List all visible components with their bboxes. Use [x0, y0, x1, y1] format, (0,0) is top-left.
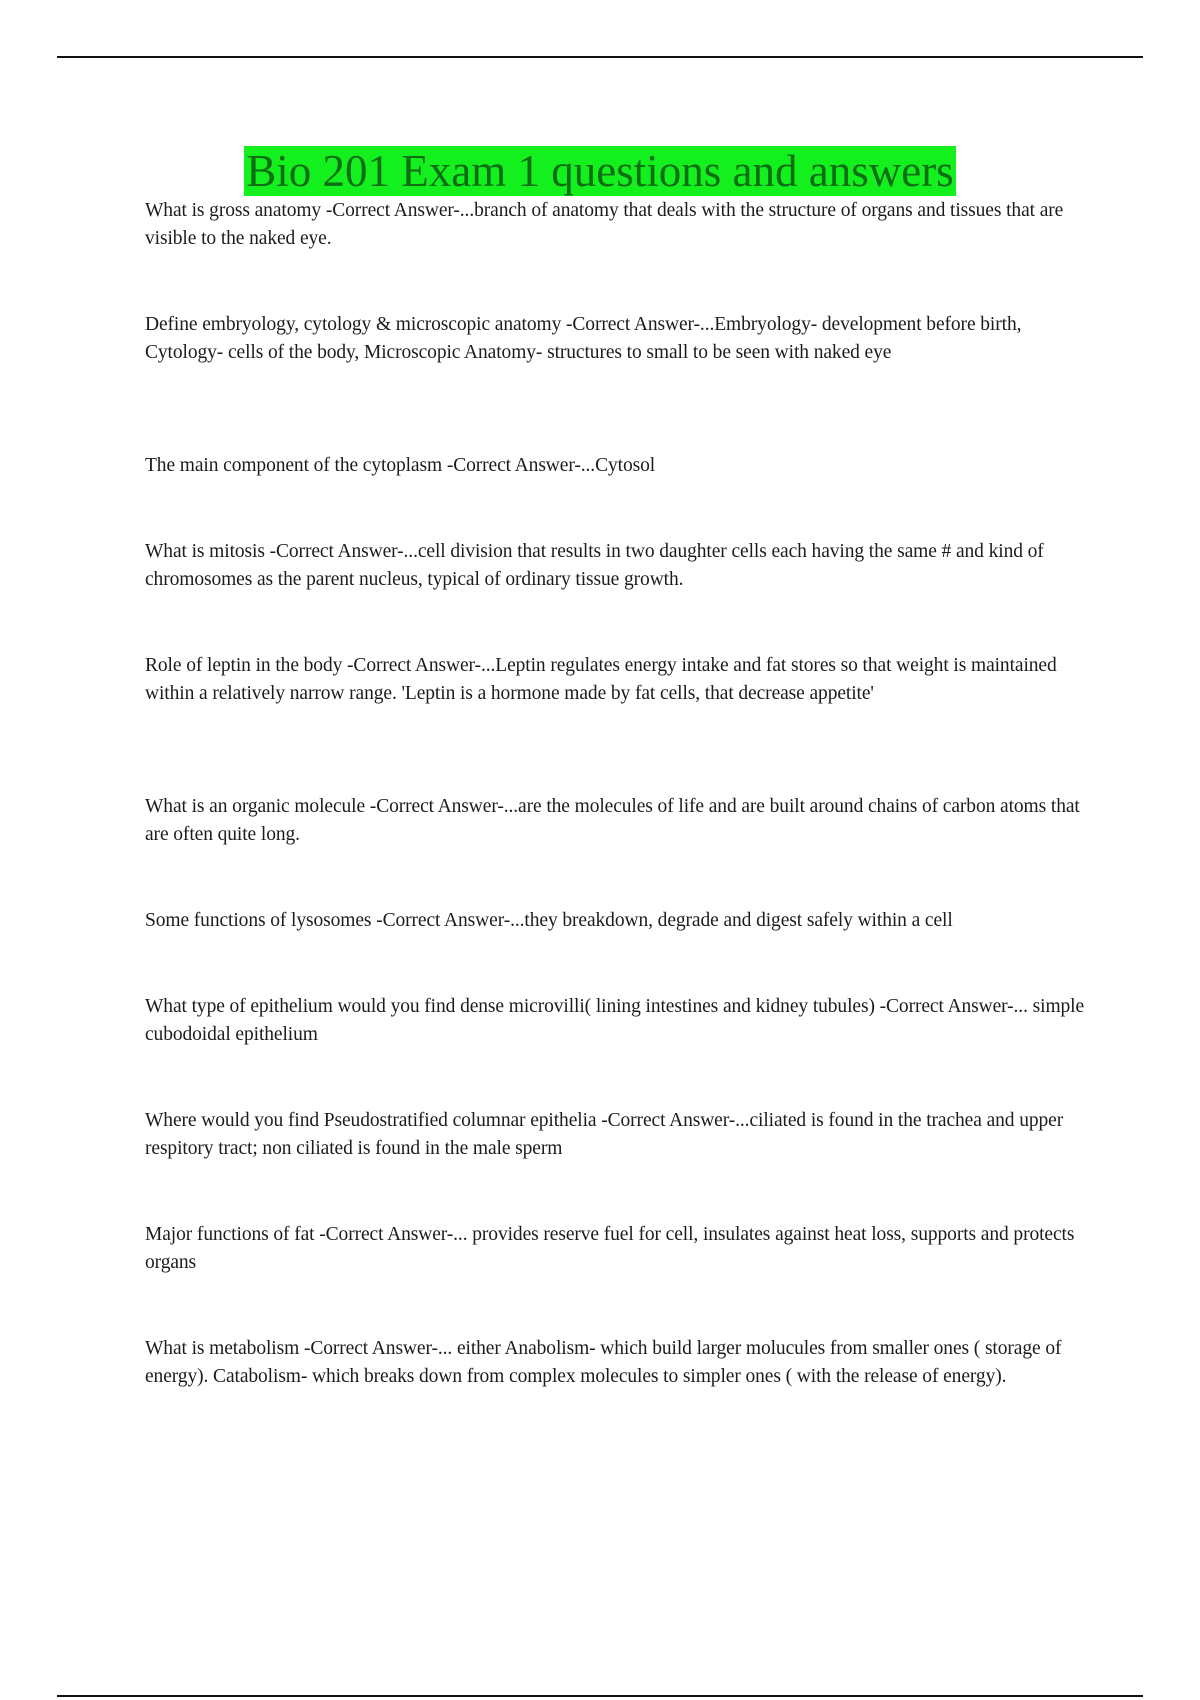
qa-item: What is metabolism -Correct Answer-... either Anabolism- which build larger molucules from smaller ones ( storage of energy). Catabolism- which breaks down from complex molecules to simpler ones ( with the release of energy). [145, 1338, 1062, 1387]
qa-item: The main component of the cytoplasm -Correct Answer-...Cytosol [145, 455, 656, 476]
qa-item: What is gross anatomy -Correct Answer-...branch of anatomy that deals with the structure of organs and tissues that are visible to the naked eye. [145, 200, 1064, 249]
qa-item: Some functions of lysosomes -Correct Answer-...they breakdown, degrade and digest safely within a cell [145, 910, 953, 931]
qa-item: Define embryology, cytology & microscopic anatomy -Correct Answer-...Embryology- development before birth, Cytology- cells of the body, Microscopic Anatomy- structures to small to be seen with naked eye [145, 314, 1022, 363]
qa-item: Where would you find Pseudostratified columnar epithelia -Correct Answer-...ciliated is found in the trachea and upper respitory tract; non ciliated is found in the male sperm [145, 1110, 1064, 1159]
title-container [0, 146, 1200, 196]
document-title: Bio 201 Exam 1 questions and answers [246, 146, 954, 196]
header-rule [57, 56, 1143, 58]
qa-item: What type of epithelium would you find dense microvilli( lining intestines and kidney tubules) -Correct Answer-... simple cubodoidal epithelium [145, 996, 1085, 1045]
qa-item: Major functions of fat -Correct Answer-... provides reserve fuel for cell, insulates against heat loss, supports and protects organs [145, 1224, 1075, 1273]
qa-item: Role of leptin in the body -Correct Answer-...Leptin regulates energy intake and fat stores so that weight is maintained within a relatively narrow range. 'Leptin is a hormone made by fat cells, that decrease appetite' [145, 655, 1057, 704]
qa-item: What is an organic molecule -Correct Answer-...are the molecules of life and are built around chains of carbon atoms that are often quite long. [145, 796, 1080, 845]
footer-rule [57, 1695, 1143, 1697]
qa-item: What is mitosis -Correct Answer-...cell division that results in two daughter cells each having the same # and kind of chromosomes as the parent nucleus, typical of ordinary tissue growth. [145, 541, 1044, 590]
